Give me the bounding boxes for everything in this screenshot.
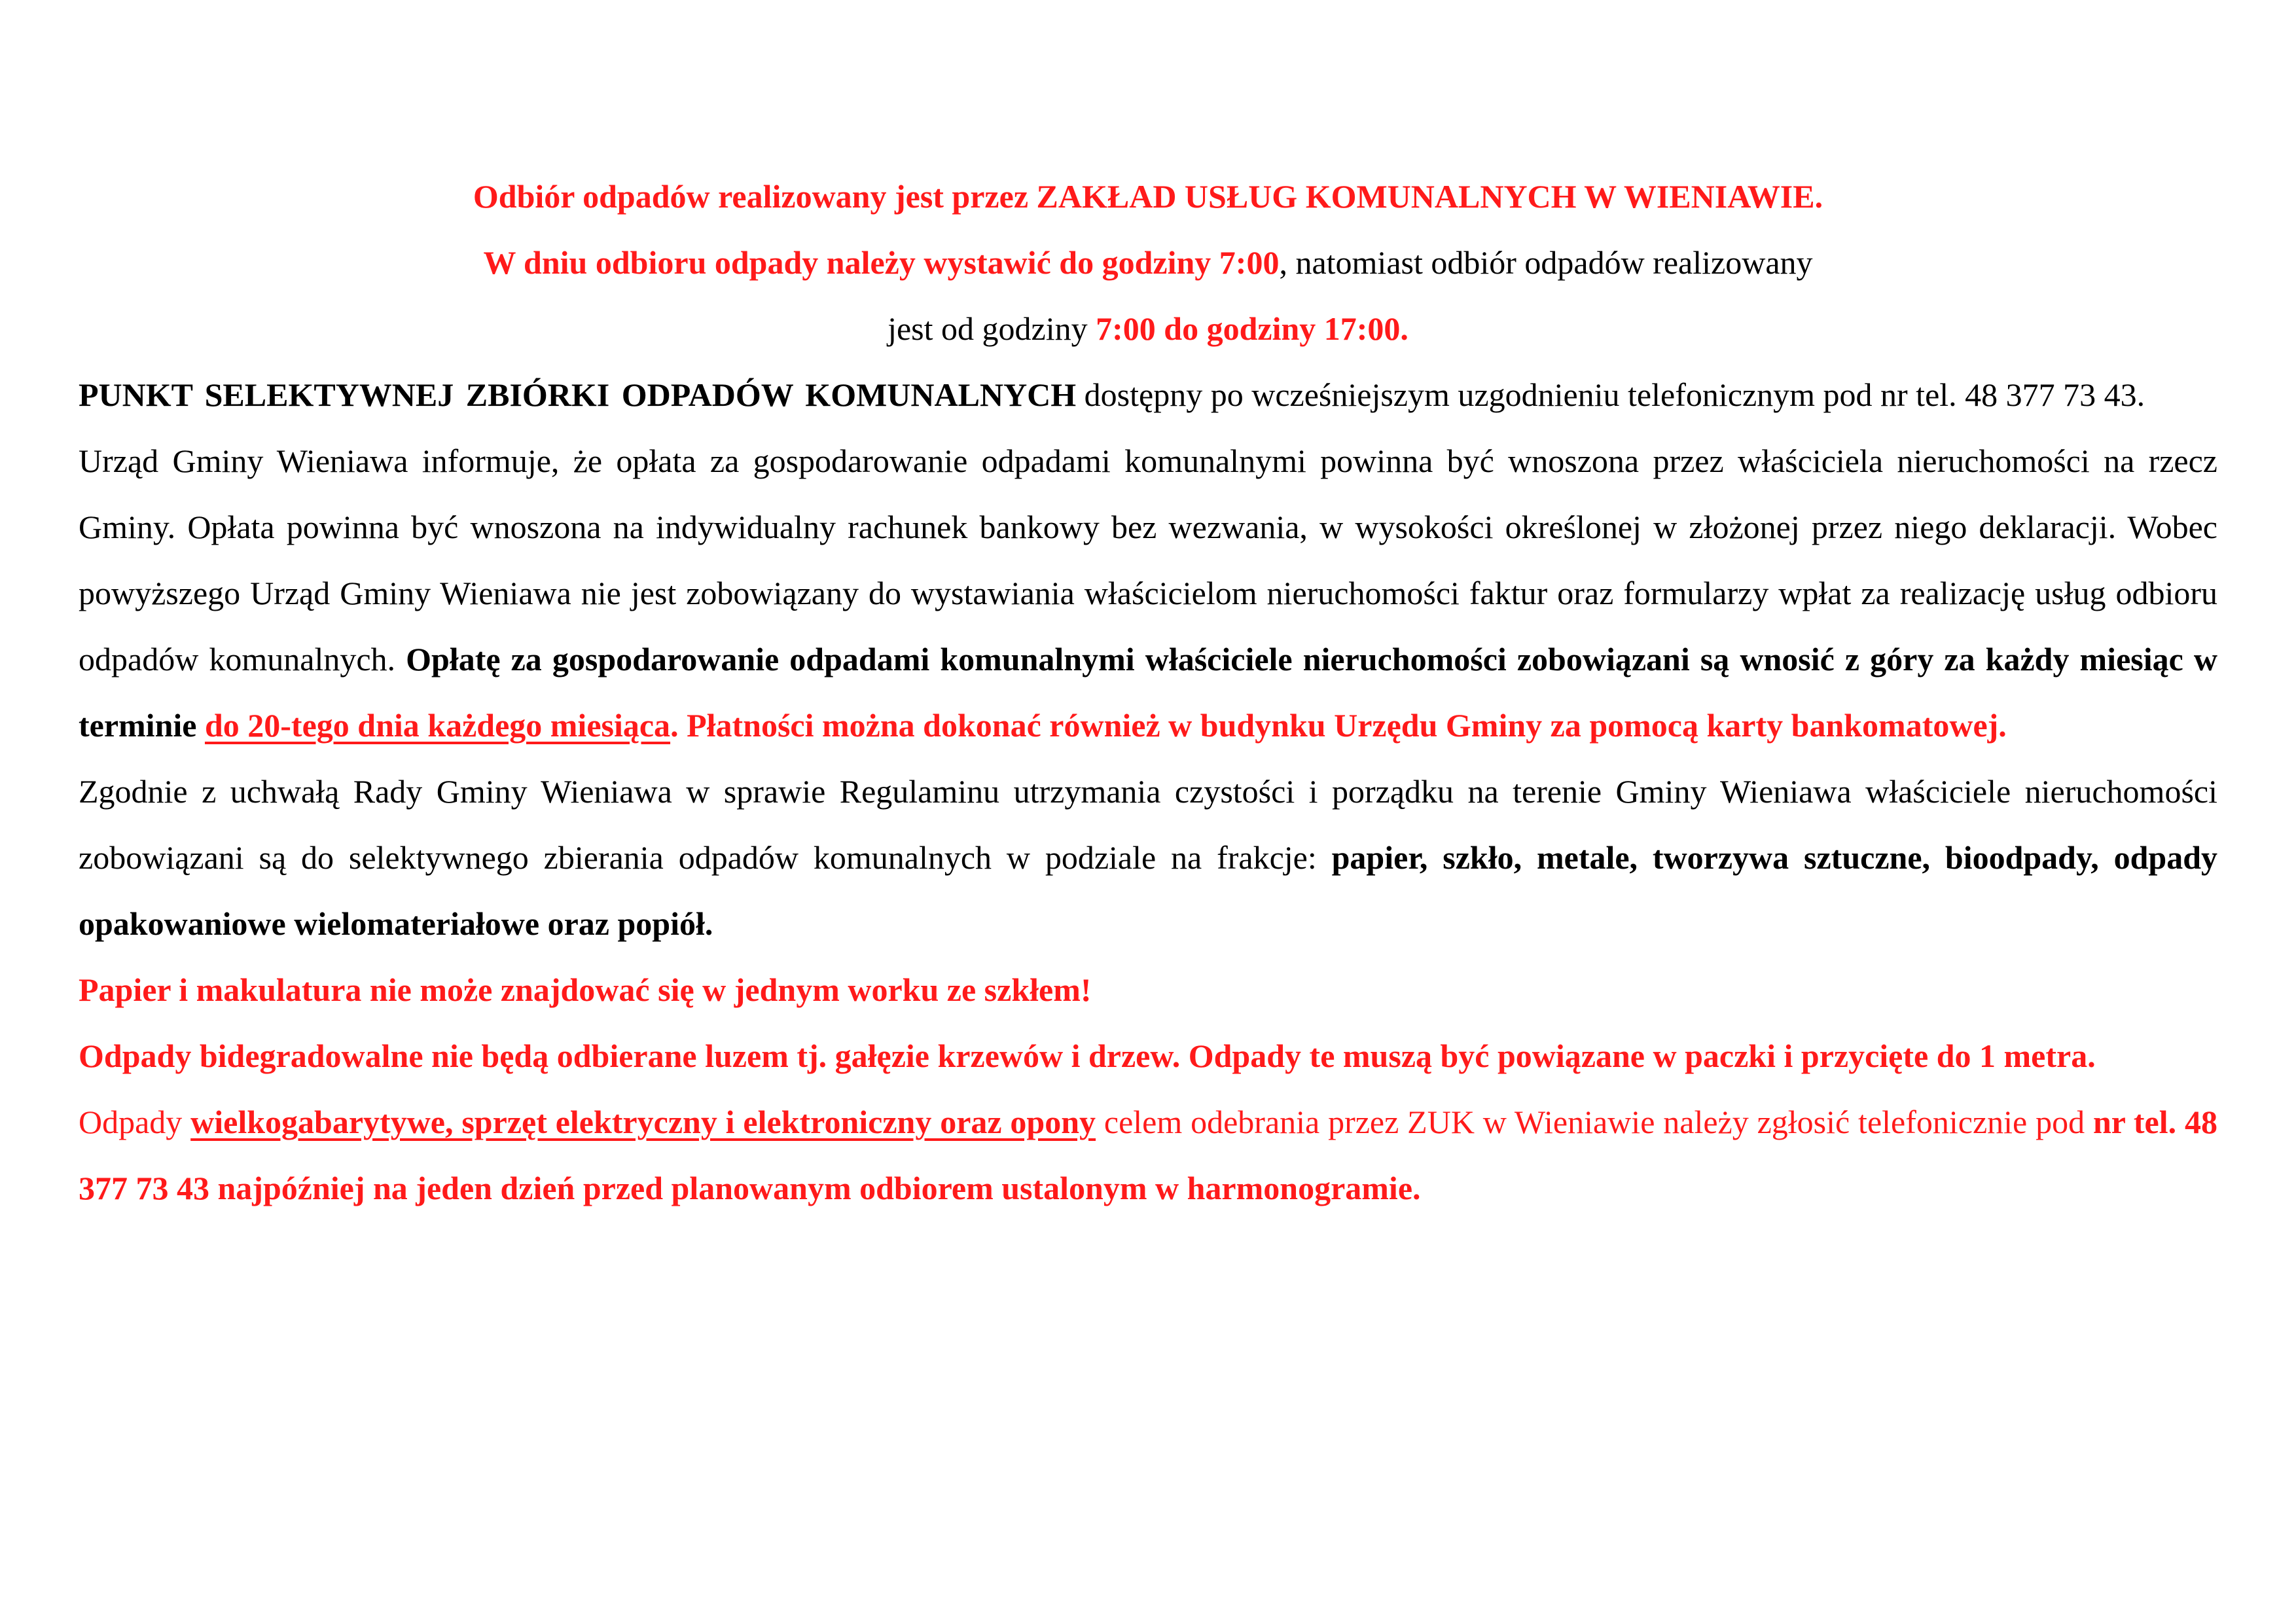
- pickup-hours-range: 7:00 do godziny 17:00.: [1096, 310, 1408, 347]
- pickup-time-info: [79, 230, 2217, 296]
- segregation-fractions: papier, szkło, metale, tworzywa sztuczne, bioodpady, odpady opakowaniowe wielomateriałowe oraz popiół.: [79, 839, 2218, 942]
- bulky-middle: celem odebrania przez ZUK w Wieniawie należy zgłosić telefonicznie pod: [1096, 1104, 2093, 1140]
- pickup-hours: [79, 296, 2217, 362]
- pszok-title: PUNKT SELEKTYWNEJ ZBIÓRKI ODPADÓW KOMUNALNYCH: [79, 376, 1077, 413]
- pszok-text: dostępny po wcześniejszym uzgodnieniu telefonicznym pod nr tel. 48 377 73 43.: [1076, 376, 2145, 413]
- segregation-paragraph: [79, 759, 2217, 957]
- bio-warning-text: Odpady bidegradowalne nie będą odbierane luzem tj. gałęzie krzewów i drzew. Odpady te muszą być powiązane w paczki i przycięte do 1 metra.: [79, 1038, 2096, 1074]
- paper-warning-text: Papier i makulatura nie może znajdować się w jednym worku ze szkłem!: [79, 971, 1092, 1008]
- payment-card-info: . Płatności można dokonać również w budynku Urzędu Gminy za pomocą karty bankomatowej.: [670, 707, 2007, 744]
- bulky-phone-deadline: nr tel. 48 377 73 43 najpóźniej na jeden dzień przed planowanym odbiorem ustalonym w harmonogramie.: [79, 1104, 2217, 1206]
- payment-obligation: Opłatę za gospodarowanie odpadami komunalnymi właściciele nieruchomości zobowiązani są wnosić z góry za każdy miesiąc w terminie: [79, 641, 2217, 744]
- pszok-paragraph: [79, 362, 2217, 428]
- collector-info: [79, 164, 2217, 230]
- collector-text: Odbiór odpadów realizowany jest przez ZAKŁAD USŁUG KOMUNALNYCH W WIENIAWIE.: [473, 178, 1823, 215]
- segregation-text: Zgodnie z uchwałą Rady Gminy Wieniawa w sprawie Regulaminu utrzymania czystości i porządku na terenie Gminy Wieniawa właściciele nieruchomości zobowiązani są do selektywnego zbierania odpadów komunalnych w podziale na frakcje:: [79, 773, 2217, 876]
- bulky-start: Odpady: [79, 1104, 191, 1140]
- pickup-time-text: , natomiast odbiór odpadów realizowany: [1279, 244, 1813, 281]
- payment-deadline: do 20-tego dnia każdego miesiąca: [204, 707, 671, 744]
- pickup-hours-label: jest od godziny: [888, 310, 1096, 347]
- bulky-items: wielkogabarytywe, sprzęt elektryczny i elektroniczny oraz opony: [190, 1104, 1096, 1140]
- payment-text: Urząd Gminy Wieniawa informuje, że opłata za gospodarowanie odpadami komunalnymi powinna być wnoszona przez właściciela nieruchomości na rzecz Gminy. Opłata powinna być wnoszona na indywidualny rachunek bankowy bez wezwania, w wysokości określonej w złożonej przez niego deklaracji. Wobec powyższego Urząd Gminy Wieniawa nie jest zobowiązany do wystawiania właścicielom nieruchomości faktur oraz formularzy wpłat za realizację usług odbioru odpadów komunalnych.: [79, 442, 2217, 677]
- set-out-deadline: W dniu odbioru odpady należy wystawić do godziny 7:00: [483, 244, 1280, 281]
- bulky-waste-paragraph: [79, 1089, 2217, 1221]
- bio-warning: [79, 1023, 2217, 1089]
- payment-paragraph: [79, 428, 2217, 759]
- paper-warning: [79, 957, 2217, 1023]
